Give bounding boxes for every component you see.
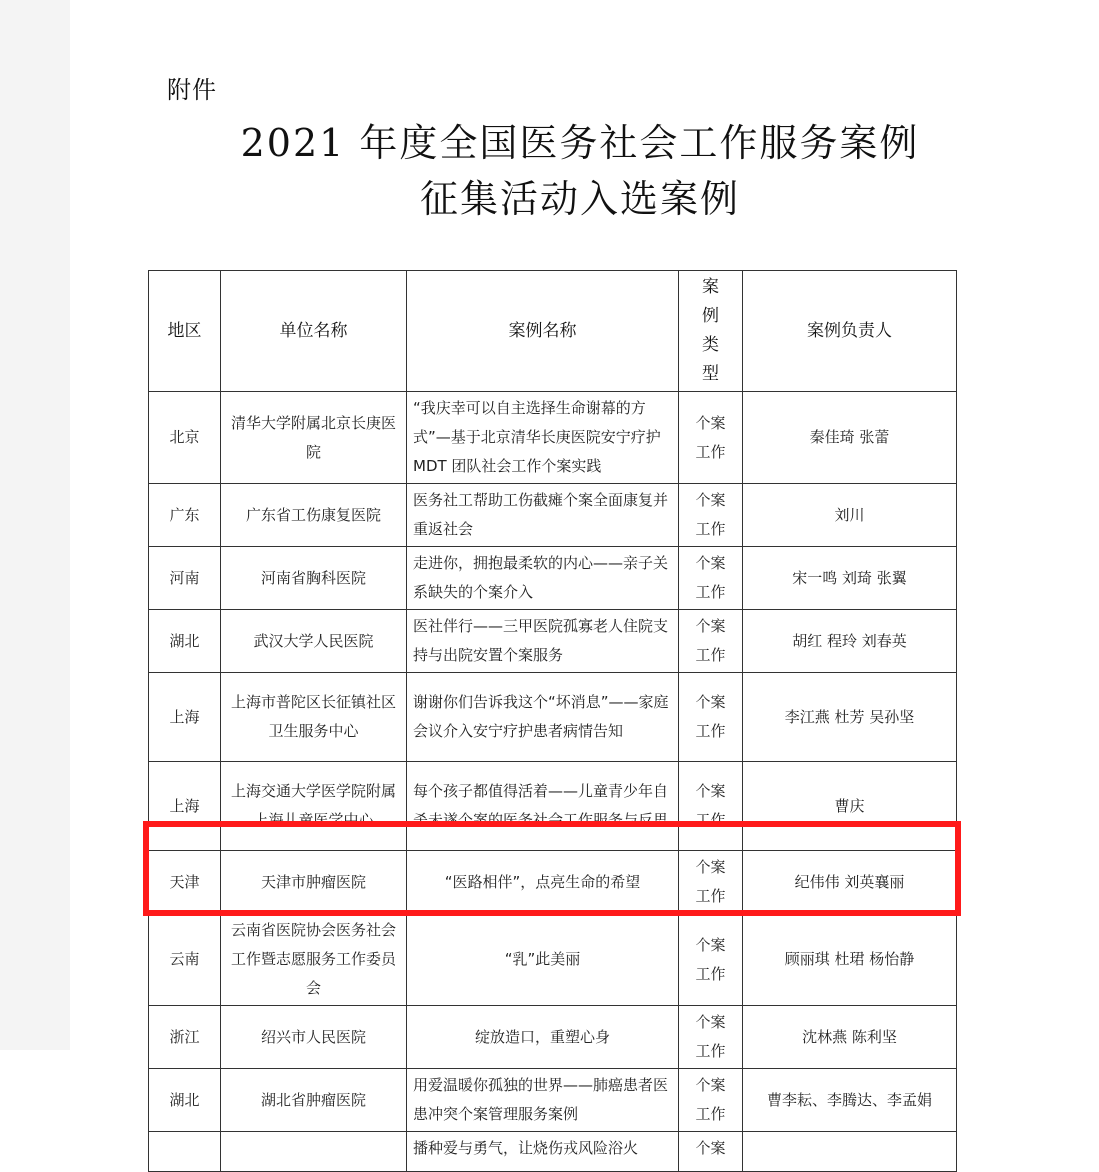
- table-row: [149, 1069, 957, 1132]
- cell-owner: 曹李耘、李腾达、李孟娟: [743, 1069, 957, 1132]
- cell-unit: 上海市普陀区长征镇社区卫生服务中心: [221, 673, 407, 762]
- cell-type: 个案工作: [679, 610, 743, 673]
- cell-unit: 云南省医院协会医务社会工作暨志愿服务工作委员会: [221, 914, 407, 1006]
- cell-type: 个案工作: [679, 851, 743, 914]
- cell-unit: 广东省工伤康复医院: [221, 484, 407, 547]
- cell-region: 湖北: [149, 1069, 221, 1132]
- cell-region: 湖北: [149, 610, 221, 673]
- cell-owner: 刘川: [743, 484, 957, 547]
- cell-region: 河南: [149, 547, 221, 610]
- header-region: 地区: [149, 271, 221, 392]
- cell-owner: 胡红 程玲 刘春英: [743, 610, 957, 673]
- header-owner: 案例负责人: [743, 271, 957, 392]
- cell-type: 个案工作: [679, 914, 743, 1006]
- cell-owner: [743, 1132, 957, 1172]
- table-row: [149, 673, 957, 762]
- document-title-line-1: 2021 年度全国医务社会工作服务案例: [240, 121, 920, 165]
- table-row: [149, 547, 957, 610]
- cell-type: 个案工作: [679, 1069, 743, 1132]
- cell-case: 绽放造口，重塑心身: [407, 1006, 679, 1069]
- cell-unit: 天津市肿瘤医院: [221, 851, 407, 914]
- cell-region: [149, 1132, 221, 1172]
- cell-case: 医务社工帮助工伤截瘫个案全面康复并重返社会: [407, 484, 679, 547]
- cell-owner: 秦佳琦 张蕾: [743, 392, 957, 484]
- cell-case: 每个孩子都值得活着——儿童青少年自杀未遂个案的医务社会工作服务与反思: [407, 762, 679, 851]
- cell-case: 播种爱与勇气，让烧伤戎风险浴火: [407, 1132, 679, 1172]
- table-row: [149, 610, 957, 673]
- cell-case: 谢谢你们告诉我这个“坏消息”——家庭会议介入安宁疗护患者病情告知: [407, 673, 679, 762]
- table-row: [149, 1006, 957, 1069]
- cell-unit: 绍兴市人民医院: [221, 1006, 407, 1069]
- cell-region: 天津: [149, 851, 221, 914]
- header-unit: 单位名称: [221, 271, 407, 392]
- attachment-label: 附件: [167, 76, 217, 104]
- cell-unit: 武汉大学人民医院: [221, 610, 407, 673]
- table-row-highlighted: [149, 914, 957, 1006]
- cell-type: 个案工作: [679, 1006, 743, 1069]
- table-row-partial: [149, 1132, 957, 1172]
- table-header-row: [149, 271, 957, 392]
- cell-type: 个案: [679, 1132, 743, 1172]
- cell-region: 云南: [149, 914, 221, 1006]
- cell-type: 个案工作: [679, 484, 743, 547]
- cell-region: 上海: [149, 673, 221, 762]
- document-title-line-2: 征集活动入选案例: [419, 177, 740, 221]
- cell-type: 个案工作: [679, 673, 743, 762]
- cell-owner: 李江燕 杜芳 吴孙坚: [743, 673, 957, 762]
- cell-unit: [221, 1132, 407, 1172]
- cell-owner: 顾丽琪 杜珺 杨怡静: [743, 914, 957, 1006]
- cell-unit: 湖北省肿瘤医院: [221, 1069, 407, 1132]
- cell-owner: 曹庆: [743, 762, 957, 851]
- table-row: [149, 762, 957, 851]
- cell-type: 个案工作: [679, 547, 743, 610]
- selected-cases-table: [148, 270, 957, 1172]
- cell-owner: 宋一鸣 刘琦 张翼: [743, 547, 957, 610]
- cell-unit: 河南省胸科医院: [221, 547, 407, 610]
- header-case: 案例名称: [407, 271, 679, 392]
- cell-case: 用爱温暖你孤独的世界——肺癌患者医患冲突个案管理服务案例: [407, 1069, 679, 1132]
- cell-type: 个案工作: [679, 392, 743, 484]
- cell-owner: 沈林燕 陈利坚: [743, 1006, 957, 1069]
- cell-region: 浙江: [149, 1006, 221, 1069]
- cell-case: 走进你，拥抱最柔软的内心——亲子关系缺失的个案介入: [407, 547, 679, 610]
- cell-owner: 纪伟伟 刘英襄丽: [743, 851, 957, 914]
- cell-type: 个案工作: [679, 762, 743, 851]
- table-row: [149, 392, 957, 484]
- table-row: [149, 484, 957, 547]
- cell-region: 北京: [149, 392, 221, 484]
- cell-unit: 清华大学附属北京长庚医院: [221, 392, 407, 484]
- cell-case: “我庆幸可以自主选择生命谢幕的方式”—基于北京清华长庚医院安宁疗护 MDT 团队社会工作个案实践: [407, 392, 679, 484]
- cell-unit: 上海交通大学医学院附属上海儿童医学中心: [221, 762, 407, 851]
- cell-region: 广东: [149, 484, 221, 547]
- header-type: 案例类型: [679, 271, 743, 392]
- cell-case: “乳”此美丽: [407, 914, 679, 1006]
- cell-case: “医路相伴”，点亮生命的希望: [407, 851, 679, 914]
- cell-region: 上海: [149, 762, 221, 851]
- table-row: [149, 851, 957, 914]
- cell-case: 医社伴行——三甲医院孤寡老人住院支持与出院安置个案服务: [407, 610, 679, 673]
